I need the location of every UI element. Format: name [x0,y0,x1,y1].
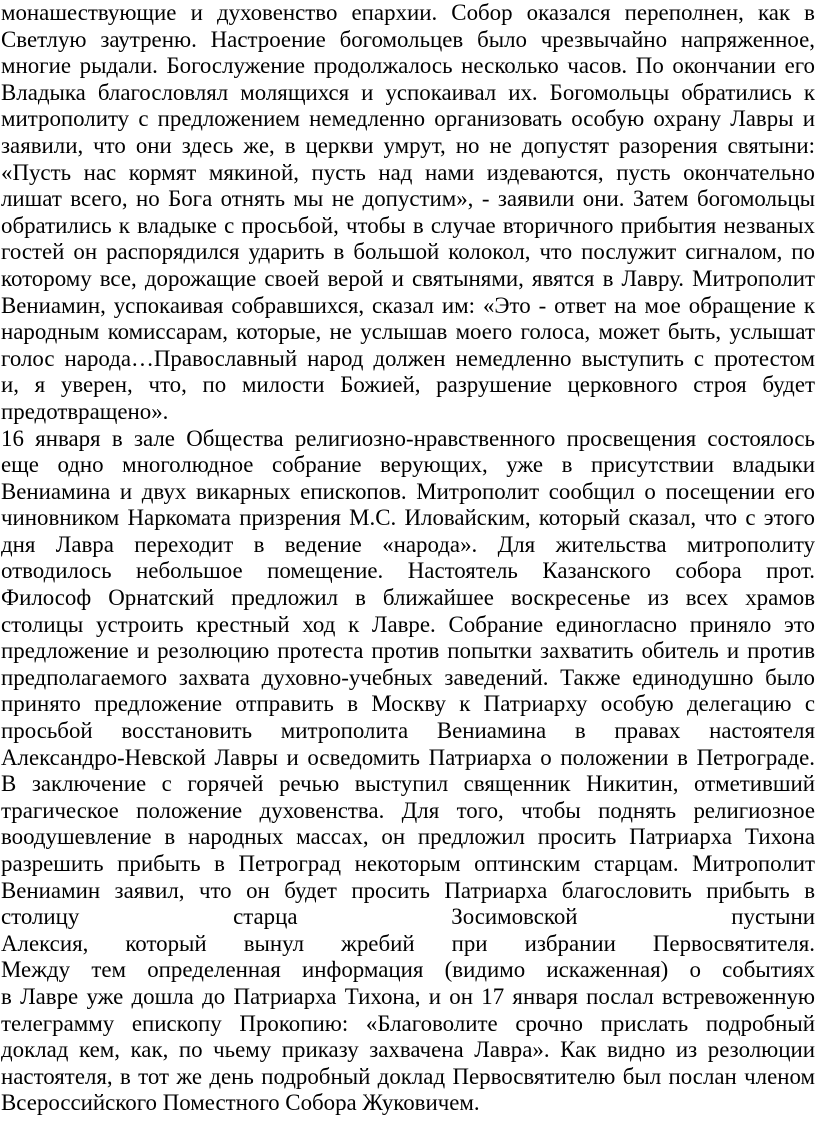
text-line: Всероссийского Поместного Собора Жуковичем. [1,1090,480,1116]
text-line: разрешить прибыть в Петроград некоторым оптинским старцам. Митрополит [1,851,815,876]
text-line: в Лавре уже дошла до Патриарха Тихона, и он 17 января послал встревоженную [1,983,815,1009]
text-line: трагическое положение духовенства. Для того, чтобы поднять религиозное [1,797,815,823]
text-line: и, я уверен, что, по милости Божией, разрушение церковного строя будет [1,372,815,398]
text-line: еще одно многолюдное собрание верующих, уже в присутствии владыки [1,452,815,478]
text-line: просьбой восстановить митрополита Вениамина в правах настоятеля [1,718,815,744]
paragraph-1 [1,0,815,426]
text-line: принято предложение отправить в Москву к Патриарху особую делегацию с [1,691,815,717]
text-line: Светлую заутреню. Настроение богомольцев было чрезвычайно напряженное, [1,26,815,52]
text-line: отводилось небольшое помещение. Настоятель Казанского собора прот. [1,558,815,584]
text-line: монашествующие и духовенство епархии. Собор оказался переполнен, как в [1,0,815,25]
text-line: телеграмму епископу Прокопию: «Благоволите срочно прислать подробный [1,1010,815,1036]
text-line: предполагаемого захвата духовно-учебных заведений. Также единодушно было [1,664,815,690]
text-line: Вениамина и двух викарных епископов. Митрополит сообщил о посещении его [1,478,815,504]
text-line: заявили, что они здесь же, в церкви умрут, но не допустят разорения святыни: [1,132,815,158]
text-line: которому все, дорожащие своей верой и святынями, явятся в Лавру. Митрополит [1,265,815,291]
text-line: Вениамин, успокаивая собравшихся, сказал им: «Это - ответ на мое обращение к [1,292,815,318]
text-line: митрополиту с предложением немедленно организовать особую охрану Лавры и [1,106,815,132]
text-line: лишат всего, но Бога отнять мы не допустим», - заявили они. Затем богомольцы [1,186,815,212]
text-line: народным комиссарам, которые, не услышав моего голоса, может быть, услышат [1,319,815,345]
text-line: Владыка благословлял молящихся и успокаивал их. Богомольцы обратились к [1,79,815,105]
text-line: В заключение с горячей речью выступил священник Никитин, отметивший [1,771,815,797]
text-line: предложение и резолюцию протеста против попытки захватить обитель и против [1,638,815,664]
text-line: «Пусть нас кормят мякиной, пусть над нами издеваются, пусть окончательно [1,159,815,185]
text-line: предотвращено». [1,398,169,424]
text-line: дня Лавра переходит в ведение «народа». Для жительства митрополиту [1,531,815,557]
text-line: обратились к владыке с просьбой, чтобы в случае вторичного прибытия незваных [1,212,815,238]
text-line: Алексия, который вынул жребий при избрании Первосвятителя. [1,930,815,956]
text-line: 16 января в зале Общества религиозно-нравственного просвещения состоялось [1,425,815,451]
text-line: гостей он распорядился ударить в большой колокол, что послужит сигналом, по [1,239,815,265]
text-line: воодушевление в народных массах, он предложил просить Патриарха Тихона [1,824,815,850]
text-line: Между тем определенная информация (видимо искаженная) о событиях [1,957,815,983]
text-line: чиновником Наркомата призрения М.С. Иловайским, который сказал, что с этого [1,505,815,531]
text-line: столицы устроить крестный ход к Лавре. Собрание единогласно приняло это [1,611,815,637]
paragraph-2 [1,426,815,1117]
text-line: настоятеля, в тот же день подробный доклад Первосвятителю был послан членом [1,1063,815,1089]
text-line: Вениамин заявил, что он будет просить Патриарха благословить прибыть в [1,877,815,903]
text-line: столицу старца Зосимовской пустыни [1,904,815,930]
text-line: доклад кем, как, по чьему приказу захвачена Лавра». Как видно из резолюции [1,1037,815,1063]
text-line: многие рыдали. Богослужение продолжалось несколько часов. По окончании его [1,53,815,79]
text-line: Александро-Невской Лавры и осведомить Патриарха о положении в Петрограде. [1,744,815,770]
text-line: Философ Орнатский предложил в ближайшее воскресенье из всех храмов [1,585,815,611]
text-line: голос народа…Православный народ должен немедленно выступить с протестом [1,345,815,371]
